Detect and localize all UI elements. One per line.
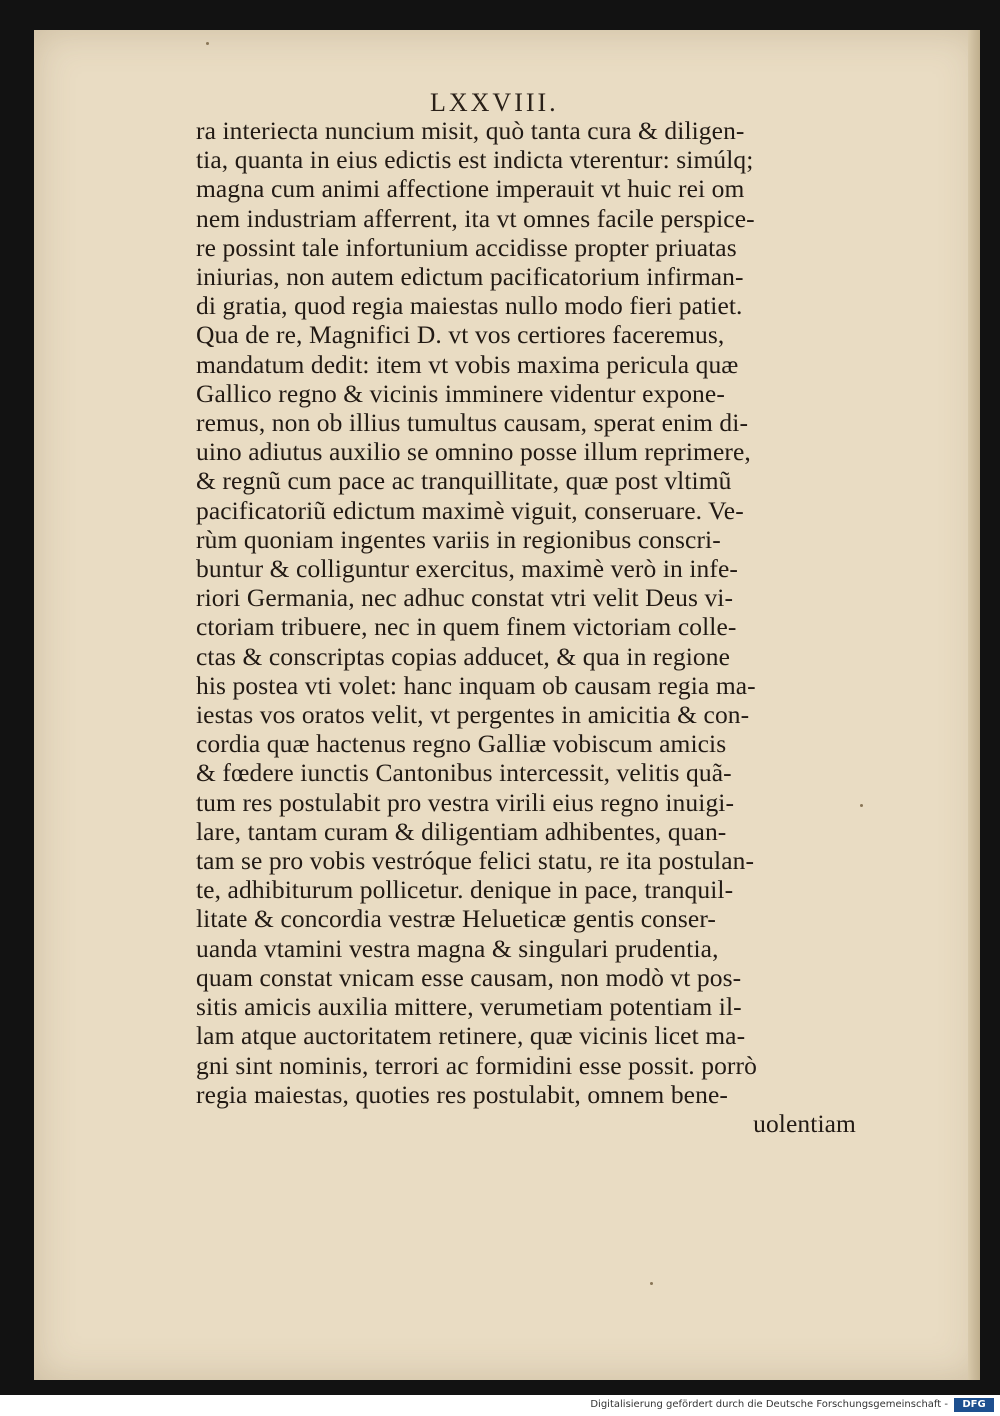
text-line: mandatum dedit: item vt vobis maxima pericula quæ [196,349,739,379]
text-line: tum res postulabit pro vestra virili eius regno inuigi- [196,787,735,817]
text-line: remus, non ob illius tumultus causam, sperat enim di- [196,408,749,438]
text-line: iestas vos oratos velit, vt pergentes in amicitia & con- [196,700,750,730]
text-line: regia maiestas, quoties res postulabit, omnem bene- [196,1079,728,1109]
text-line: gni sint nominis, terrori ac formidini esse possit. porrò [196,1050,757,1080]
text-line: quam constat vnicam esse causam, non modò vt pos- [196,962,742,992]
text-line: lam atque auctoritatem retinere, quæ vicinis licet ma- [196,1021,746,1051]
text-line: litate & concordia vestræ Helueticæ gentis conser- [196,904,716,934]
text-line: cordia quæ hactenus regno Galliæ vobiscum amicis [196,729,727,759]
text-line: re possint tale infortunium accidisse propter priuatas [196,232,737,262]
paper-speck [206,42,209,45]
text-line: magna cum animi affectione imperauit vt huic rei om [196,174,745,204]
text-line: uino adiutus auxilio se omnino posse illum reprimere, [196,437,751,467]
catchword: uolentiam [753,1108,856,1138]
text-line: uanda vtamini vestra magna & singulari prudentia, [196,933,719,963]
text-line: iniurias, non autem edictum pacificatorium infirman- [196,262,744,292]
page-edge [968,30,980,1380]
text-line: sitis amicis auxilia mittere, verumetiam potentiam il- [196,992,742,1022]
running-head: LXXVIII. [430,88,559,117]
text-line: rùm quoniam ingentes variis in regionibus conscri- [196,524,721,554]
text-line: riori Germania, nec adhuc constat vtri velit Deus vi- [196,583,734,613]
text-line: & fœdere iunctis Cantonibus intercessit, velitis quã- [196,758,732,788]
paper-speck [860,804,863,807]
text-line: lare, tantam curam & diligentiam adhibentes, quan- [196,816,727,846]
text-line: di gratia, quod regia maiestas nullo modo fieri patiet. [196,291,743,321]
text-block [196,116,856,1138]
text-line: his postea vti volet: hanc inquam ob causam regia ma- [196,670,756,700]
footer-credit: Digitalisierung gefördert durch die Deutsche Forschungsgemeinschaft - [590,1399,948,1410]
text-line: tia, quanta in eius edictis est indicta vterentur: simúlq; [196,145,754,175]
text-line: ctas & conscriptas copias adducet, & qua in regione [196,641,731,671]
text-line: & regnũ cum pace ac tranquillitate, quæ post vltimũ [196,466,732,496]
text-line: Gallico regno & vicinis imminere videntur expone- [196,378,725,408]
text-line: pacificatoriũ edictum maximè viguit, conseruare. Ve- [196,495,744,525]
text-line: nem industriam afferrent, ita vt omnes facile perspice- [196,203,755,233]
footer-bar [0,1395,1000,1416]
text-line: te, adhibiturum pollicetur. denique in pace, tranquil- [196,875,734,905]
text-line: ra interiecta nuncium misit, quò tanta cura & diligen- [196,116,745,145]
text-line: ctoriam tribuere, nec in quem finem victoriam colle- [196,612,737,642]
text-line: tam se pro vobis vestróque felici statu, re ita postulan- [196,846,755,876]
text-line: buntur & colliguntur exercitus, maximè verò in infe- [196,554,738,584]
text-line: Qua de re, Magnifici D. vt vos certiores faceremus, [196,320,725,350]
dfg-logo: DFG [954,1398,994,1412]
paper-speck [650,1282,653,1285]
